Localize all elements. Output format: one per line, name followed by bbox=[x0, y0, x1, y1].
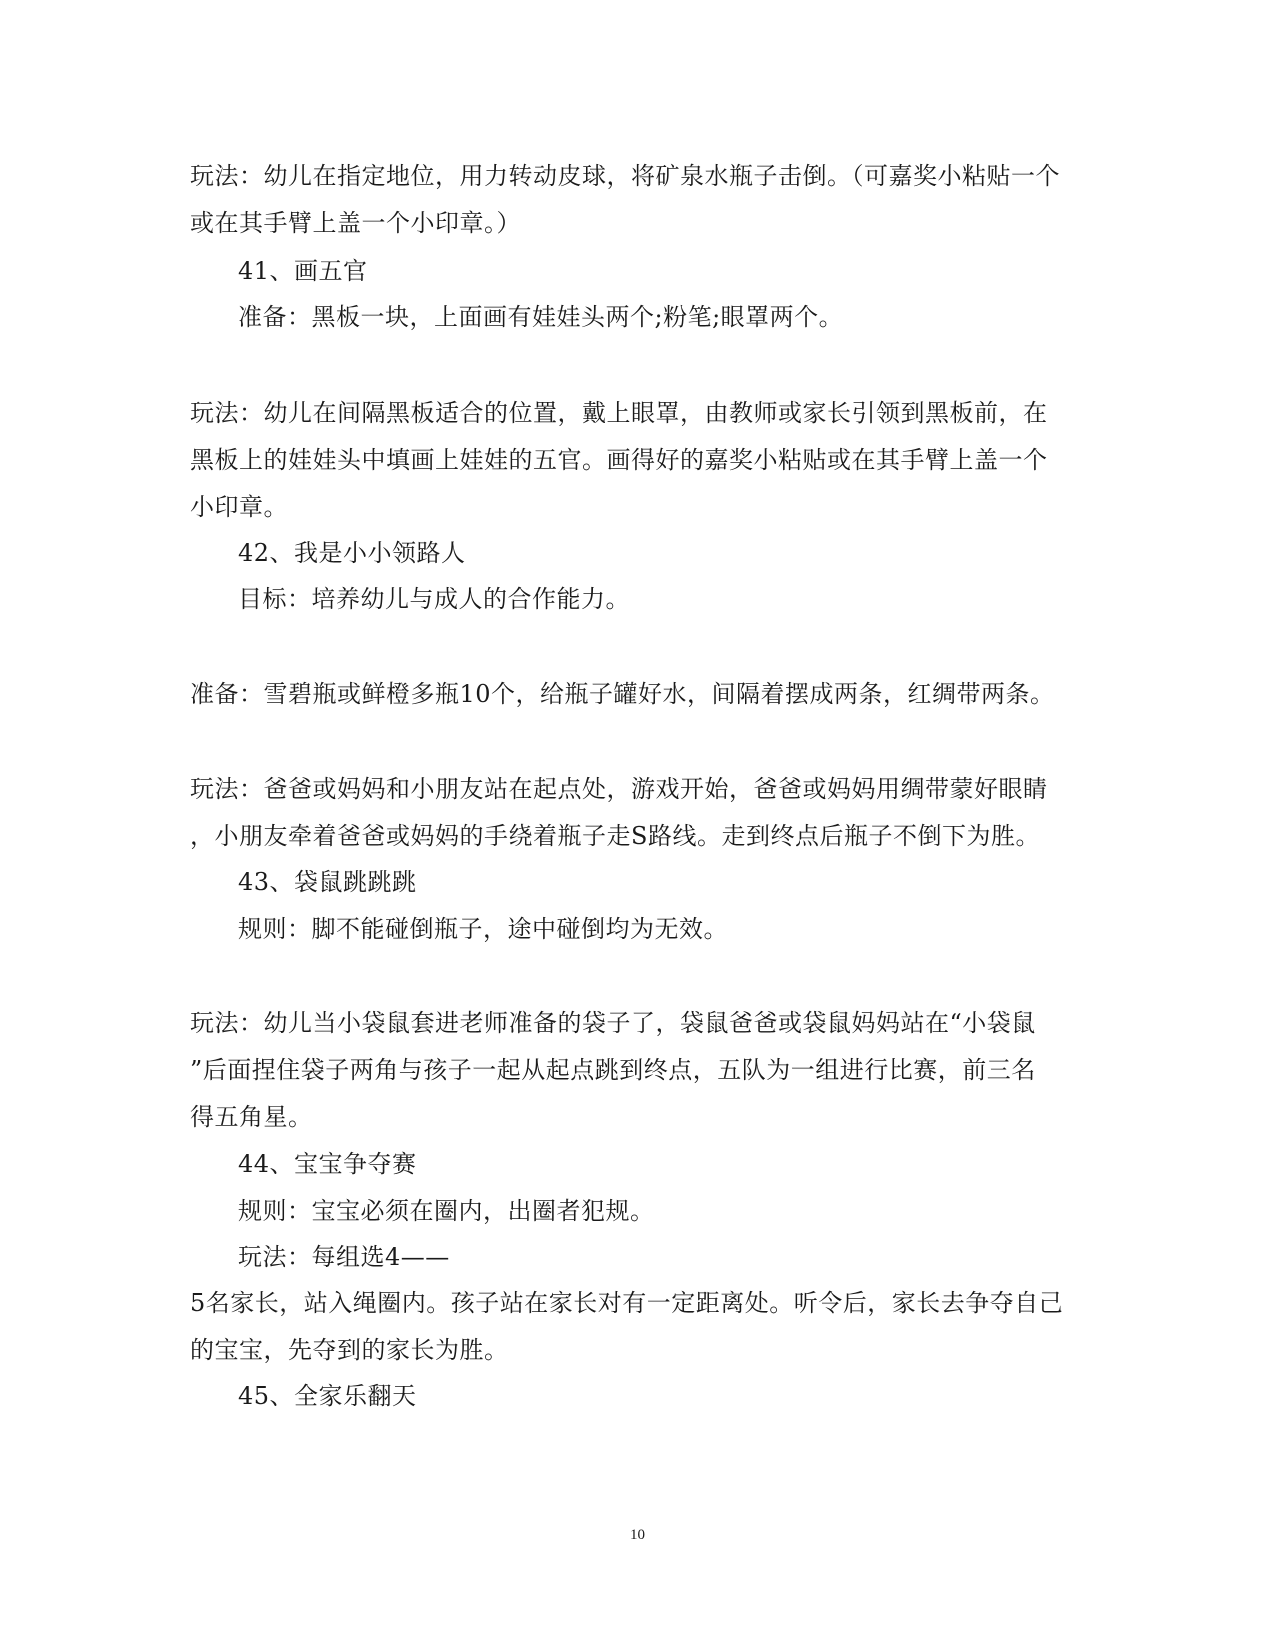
paragraph-line: 规则：宝宝必须在圈内，出圈者犯规。 bbox=[238, 1197, 655, 1225]
paragraph-line: ”后面捏住袋子两角与孩子一起从起点跳到终点，五队为一组进行比赛，前三名 bbox=[190, 1056, 1036, 1084]
paragraph-line: 玩法：幼儿当小袋鼠套进老师准备的袋子了，袋鼠爸爸或袋鼠妈妈站在“小袋鼠 bbox=[190, 1009, 1036, 1037]
paragraph-line: 黑板上的娃娃头中填画上娃娃的五官。画得好的嘉奖小粘贴或在其手臂上盖一个 bbox=[190, 446, 1048, 474]
section-heading-45: 45、全家乐翻天 bbox=[238, 1382, 417, 1410]
paragraph-line: 玩法：幼儿在间隔黑板适合的位置，戴上眼罩，由教师或家长引领到黑板前，在 bbox=[190, 399, 1048, 427]
paragraph-line: 的宝宝，先夺到的家长为胜。 bbox=[190, 1336, 509, 1364]
paragraph-line: 准备：黑板一块，上面画有娃娃头两个;粉笔;眼罩两个。 bbox=[238, 303, 844, 331]
paragraph-line: 得五角星。 bbox=[190, 1103, 313, 1131]
paragraph-line: 规则：脚不能碰倒瓶子，途中碰倒均为无效。 bbox=[238, 915, 728, 943]
paragraph-line: 目标：培养幼儿与成人的合作能力。 bbox=[238, 585, 630, 613]
section-heading-43: 43、袋鼠跳跳跳 bbox=[238, 868, 417, 896]
paragraph-line: 玩法：每组选4—— bbox=[238, 1243, 450, 1271]
paragraph-line: 或在其手臂上盖一个小印章。） bbox=[190, 209, 521, 237]
paragraph-line: 小印章。 bbox=[190, 493, 288, 521]
paragraph-line: 玩法：幼儿在指定地位，用力转动皮球，将矿泉水瓶子击倒。（可嘉奖小粘贴一个 bbox=[190, 162, 1060, 190]
section-heading-42: 42、我是小小领路人 bbox=[238, 539, 466, 567]
paragraph-line: 玩法：爸爸或妈妈和小朋友站在起点处，游戏开始，爸爸或妈妈用绸带蒙好眼睛 bbox=[190, 775, 1048, 803]
paragraph-line: 5名家长，站入绳圈内。孩子站在家长对有一定距离处。听令后，家长去争夺自己 bbox=[190, 1289, 1064, 1317]
paragraph-line: 准备：雪碧瓶或鲜橙多瓶10个，给瓶子罐好水，间隔着摆成两条，红绸带两条。 bbox=[190, 680, 1055, 708]
section-heading-44: 44、宝宝争夺赛 bbox=[238, 1150, 417, 1178]
page-number: 10 bbox=[630, 1527, 645, 1543]
section-heading-41: 41、画五官 bbox=[238, 257, 368, 285]
paragraph-line: ，小朋友牵着爸爸或妈妈的手绕着瓶子走S路线。走到终点后瓶子不倒下为胜。 bbox=[190, 822, 1040, 850]
